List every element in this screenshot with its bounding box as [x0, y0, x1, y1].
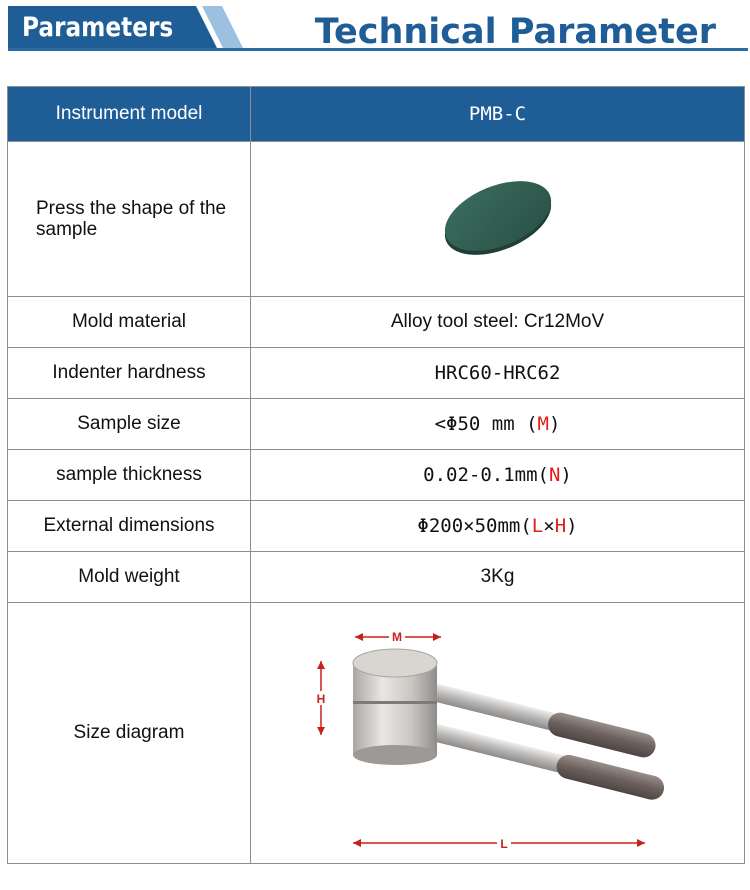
table-row — [8, 399, 745, 450]
mold-material-value: Alloy tool steel: Cr12MoV — [251, 297, 745, 348]
row-label-mold-weight: Mold weight — [8, 552, 251, 603]
table-row — [8, 501, 745, 552]
row-label-sample-size: Sample size — [8, 399, 251, 450]
external-dimensions-close: ) — [566, 515, 578, 537]
row-label-sample-shape: Press the shape of the sample — [8, 142, 251, 297]
dimension-l-label: L — [500, 837, 508, 851]
sample-thickness-symbol: N — [548, 464, 561, 486]
external-dimensions-symbol-l: L — [531, 515, 544, 537]
table-row — [8, 297, 745, 348]
mold-weight-value: 3Kg — [251, 552, 745, 603]
indenter-hardness-value: HRC60-HRC62 — [251, 348, 745, 399]
technical-parameter-table — [7, 86, 745, 864]
parameters-tab-label: Parameters — [22, 12, 174, 43]
table-row — [8, 450, 745, 501]
table-row — [8, 348, 745, 399]
dimension-h-label: H — [316, 692, 326, 706]
page-header — [0, 0, 750, 56]
sample-shape-image — [251, 142, 745, 297]
sample-size-close: ) — [548, 413, 561, 435]
press-mold-diagram — [251, 603, 747, 863]
row-label-sample-thickness: sample thickness — [8, 450, 251, 501]
sample-thickness-value — [251, 450, 745, 501]
row-label-indenter-hardness: Indenter hardness — [8, 348, 251, 399]
page-title: Technical Parameter — [314, 12, 716, 52]
external-dimensions-times: × — [543, 515, 555, 537]
row-label-external-dimensions: External dimensions — [8, 501, 251, 552]
external-dimensions-text: Φ200×50mm( — [417, 515, 532, 537]
external-dimensions-value — [251, 501, 745, 552]
instrument-model-label: Instrument model — [8, 87, 251, 142]
dimension-m-label: M — [392, 630, 402, 644]
table-row — [8, 142, 745, 297]
sample-thickness-close: ) — [560, 464, 572, 486]
external-dimensions-symbol-h: H — [554, 515, 567, 537]
sample-size-value — [251, 399, 745, 450]
sample-size-symbol: M — [537, 413, 549, 435]
row-label-mold-material: Mold material — [8, 297, 251, 348]
table-row — [8, 552, 745, 603]
row-label-size-diagram: Size diagram — [8, 603, 251, 864]
size-diagram-cell — [251, 603, 745, 864]
sample-size-text: <Φ50 mm ( — [434, 413, 538, 435]
sample-disc-image — [428, 166, 568, 266]
table-row — [8, 603, 745, 864]
size-diagram — [251, 603, 747, 863]
instrument-model-value: PMB-C — [251, 87, 745, 142]
sample-thickness-text: 0.02-0.1mm( — [423, 464, 549, 486]
table-header-row — [8, 87, 745, 142]
